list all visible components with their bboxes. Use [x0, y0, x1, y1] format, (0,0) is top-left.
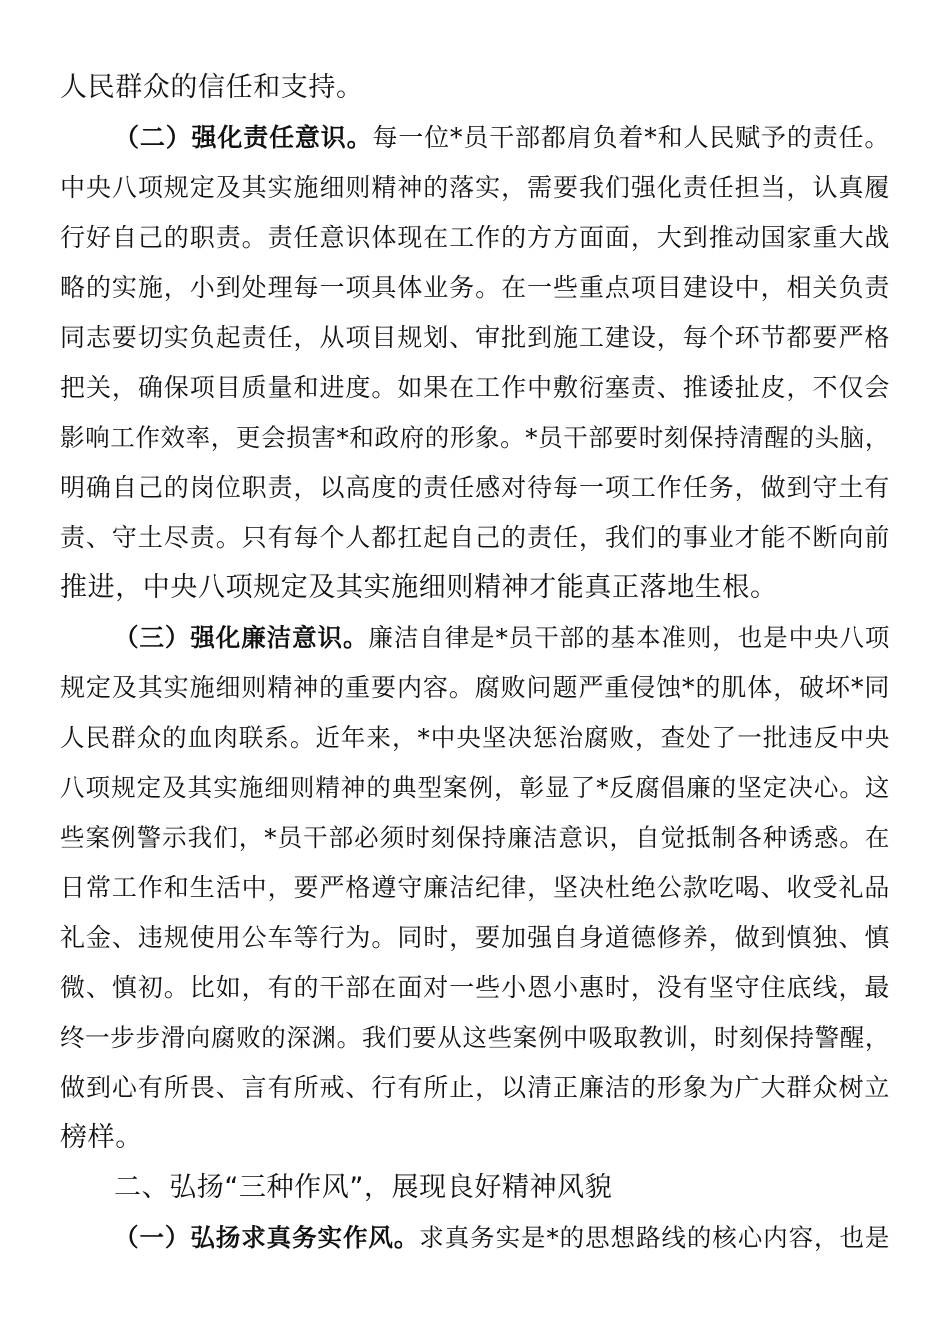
text-line: 明确自己的岗位职责，以高度的责任感对待每一项工作任务，做到守土有 [60, 473, 890, 502]
paragraph-heading: （二）强化责任意识。 [114, 123, 373, 152]
text-line: 人民群众的血肉联系。近年来，*中央坚决惩治腐败，查处了一批违反中央 [60, 723, 890, 752]
paragraph-heading: （三）强化廉洁意识。 [114, 623, 369, 652]
text-line: 终一步步滑向腐败的深渊。我们要从这些案例中吸取教训，时刻保持警醒， [60, 1023, 890, 1052]
text-line: 推进，中央八项规定及其实施细则精神才能真正落地生根。 [60, 572, 778, 603]
text-span: 求真务实是*的思想路线的核心内容，也是 [419, 1223, 890, 1252]
paragraph-heading: （一）弘扬求真务实作风。 [114, 1223, 420, 1252]
paragraph-heading-line [114, 1213, 890, 1263]
text-line: 同志要切实负起责任，从项目规划、审批到施工建设，每个环节都要严格 [60, 323, 890, 352]
text-line: 责、守土尽责。只有每个人都扛起自己的责任，我们的事业才能不断向前 [60, 523, 890, 552]
text-line: 八项规定及其实施细则精神的典型案例，彰显了*反腐倡廉的坚定决心。这 [60, 773, 890, 802]
text-line: 行好自己的职责。责任意识体现在工作的方方面面，大到推动国家重大战 [60, 223, 890, 252]
paragraph-heading-line [114, 113, 890, 163]
text-span: 每一位*员干部都肩负着*和人民赋予的责任。 [372, 123, 890, 152]
paragraph-heading-line [114, 613, 890, 663]
text-span: 廉洁自律是*员干部的基本准则，也是中央八项 [368, 623, 890, 652]
text-line: 微、慎初。比如，有的干部在面对一些小恩小惠时，没有坚守住底线，最 [60, 973, 890, 1002]
text-line: 把关，确保项目质量和进度。如果在工作中敷衍塞责、推诿扯皮，不仅会 [60, 373, 890, 402]
text-line: 规定及其实施细则精神的重要内容。腐败问题严重侵蚀*的肌体，破坏*同 [60, 673, 890, 702]
text-line: 中央八项规定及其实施细则精神的落实，需要我们强化责任担当，认真履 [60, 173, 890, 202]
text-line: 略的实施，小到处理每一项具体业务。在一些重点项目建设中，相关负责 [60, 273, 890, 302]
text-line: 榜样。 [60, 1122, 143, 1153]
text-line: 影响工作效率，更会损害*和政府的形象。*员干部要时刻保持清醒的头脑， [60, 423, 890, 452]
text-line: 日常工作和生活中，要严格遵守廉洁纪律，坚决杜绝公款吃喝、收受礼品 [60, 873, 890, 902]
section-heading: 二、弘扬“三种作风”，展现良好精神风貌 [114, 1172, 613, 1203]
text-line: 人民群众的信任和支持。 [60, 72, 364, 103]
text-line: 些案例警示我们，*员干部必须时刻保持廉洁意识，自觉抵制各种诱惑。在 [60, 823, 890, 852]
text-line: 做到心有所畏、言有所戒、行有所止，以清正廉洁的形象为广大群众树立 [60, 1073, 890, 1102]
text-line: 礼金、违规使用公车等行为。同时，要加强自身道德修养，做到慎独、慎 [60, 923, 890, 952]
